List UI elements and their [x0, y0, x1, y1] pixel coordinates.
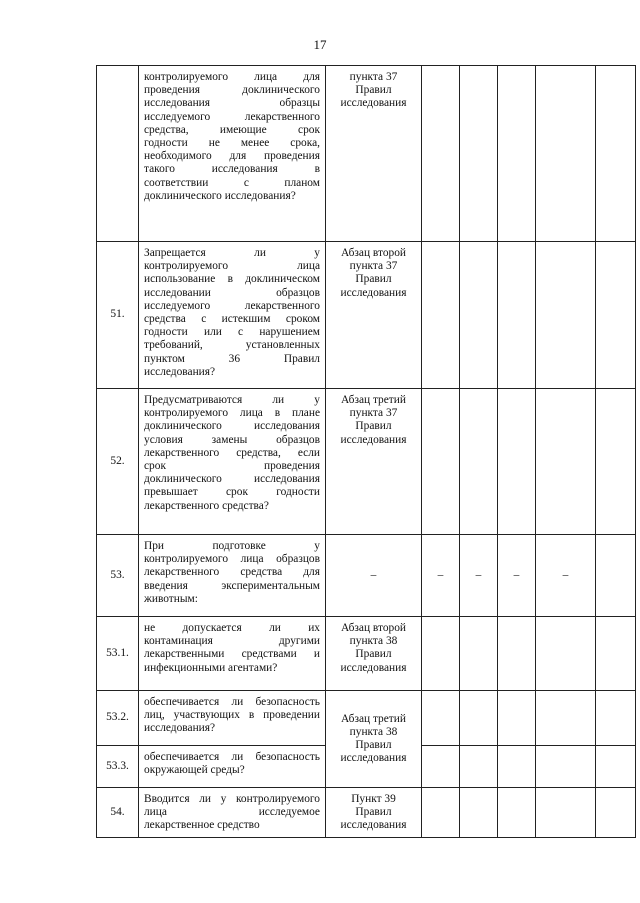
reference-line: пункта 38 — [349, 635, 398, 648]
answer-cell — [498, 66, 536, 242]
question-line: введения экспериментальным — [144, 579, 320, 592]
question-line: годности или с нарушением — [144, 326, 320, 339]
answer-cell — [536, 691, 596, 746]
question-line: контролируемого лица для — [144, 71, 320, 83]
reference-line: Правил — [355, 273, 392, 286]
question-cell — [139, 691, 326, 746]
reference-line: Правил — [355, 806, 392, 819]
question-line: лекарственными средствами и — [144, 648, 320, 661]
question-line: исследовании образцов — [144, 286, 320, 299]
reference-line: исследования — [340, 433, 407, 446]
reference-cell — [326, 389, 422, 535]
question-line: исследуемого лекарственного — [144, 299, 320, 312]
answer-cell — [422, 66, 460, 242]
question-line: не допускается ли их — [144, 622, 320, 634]
answer-cell — [596, 691, 636, 746]
reference-cell — [326, 242, 422, 389]
question-line: обеспечивается ли безопасность — [144, 751, 320, 763]
question-line: При подготовке у — [144, 540, 320, 552]
reference-cell — [326, 617, 422, 691]
reference-line: Абзац третий — [341, 712, 406, 725]
question-line: доклинического исследования — [144, 420, 320, 433]
answer-cell — [596, 66, 636, 242]
question-line: годности не менее срока, — [144, 136, 320, 149]
answer-cell — [460, 66, 498, 242]
reference-line: Правил — [355, 739, 392, 751]
table-row — [97, 66, 636, 242]
question-line: доклинического исследования? — [144, 189, 296, 202]
answer-cell — [460, 617, 498, 691]
answer-cell — [536, 617, 596, 691]
table-row — [97, 788, 636, 838]
answer-cell — [536, 66, 596, 242]
table-row — [97, 535, 636, 617]
reference-line: пункта 37 — [349, 71, 398, 83]
answer-cell — [460, 242, 498, 389]
row-number: 52. — [97, 389, 139, 535]
answer-cell — [498, 389, 536, 535]
answer-cell: – — [422, 535, 460, 617]
question-line: соответствии с планом — [144, 176, 320, 189]
answer-cell: – — [536, 535, 596, 617]
question-cell — [139, 617, 326, 691]
question-line: необходимого для проведения — [144, 150, 320, 163]
question-line: инфекционными агентами? — [144, 661, 278, 674]
question-line: средства с истекшим сроком — [144, 312, 320, 325]
answer-cell — [596, 389, 636, 535]
question-line: срок проведения — [144, 459, 320, 472]
question-line: обеспечивается ли безопасность — [144, 696, 320, 708]
table-row — [97, 389, 636, 535]
reference-line: Абзац третий — [341, 394, 406, 406]
answer-cell — [422, 242, 460, 389]
question-line: лекарственного средства? — [144, 499, 269, 512]
question-line: требований, установленных — [144, 339, 320, 352]
question-line: контролируемого лица образцов — [144, 553, 320, 566]
question-line: лица исследуемое — [144, 806, 320, 819]
reference-line: пункта 37 — [349, 260, 398, 273]
reference-cell — [326, 691, 422, 788]
answer-cell — [460, 746, 498, 788]
answer-cell — [498, 788, 536, 838]
answer-cell — [536, 788, 596, 838]
reference-line: Абзац второй — [340, 247, 407, 259]
row-number: 54. — [97, 788, 139, 838]
answer-cell — [498, 242, 536, 389]
answer-cell — [536, 746, 596, 788]
answer-cell — [596, 746, 636, 788]
question-cell — [139, 535, 326, 617]
question-line: контаминация другими — [144, 635, 320, 648]
answer-cell — [498, 691, 536, 746]
question-line: животным: — [144, 592, 198, 605]
question-line: лекарственного средства для — [144, 566, 320, 579]
answer-cell — [460, 788, 498, 838]
reference-line: исследования — [340, 97, 407, 110]
answer-cell: – — [460, 535, 498, 617]
row-number: 53.1. — [97, 617, 139, 691]
row-number — [97, 66, 139, 242]
answer-cell — [536, 389, 596, 535]
question-line: исследуемого лекарственного — [144, 110, 320, 123]
answer-cell — [596, 788, 636, 838]
reference-line: Абзац второй — [340, 622, 407, 634]
question-line: доклинического исследования — [144, 473, 320, 486]
reference-line: исследования — [340, 819, 407, 832]
answer-cell — [498, 617, 536, 691]
question-line: использование в доклиническом — [144, 273, 320, 286]
checklist-table — [96, 65, 636, 838]
answer-cell: – — [498, 535, 536, 617]
question-line: лекарственного средства, если — [144, 446, 320, 459]
answer-cell — [422, 617, 460, 691]
reference-line: Правил — [355, 420, 392, 433]
row-number: 51. — [97, 242, 139, 389]
question-cell — [139, 66, 326, 242]
question-line: исследования образцы — [144, 97, 320, 110]
reference-line: пункта 37 — [349, 407, 398, 420]
question-cell — [139, 746, 326, 788]
row-number: 53.2. — [97, 691, 139, 746]
reference-cell — [326, 535, 422, 617]
reference-line: пункта 38 — [349, 725, 398, 738]
reference-line: – — [370, 568, 377, 581]
reference-line: исследования — [340, 752, 407, 765]
answer-cell — [422, 389, 460, 535]
row-number: 53.3. — [97, 746, 139, 788]
question-line: контролируемого лица в плане — [144, 407, 320, 420]
answer-cell — [596, 535, 636, 617]
answer-cell — [596, 242, 636, 389]
reference-line: исследования — [340, 661, 407, 674]
reference-line: исследования — [340, 286, 407, 299]
answer-cell — [460, 691, 498, 746]
table-row — [97, 617, 636, 691]
question-line: проведения доклинического — [144, 84, 320, 97]
answer-cell — [498, 746, 536, 788]
question-line: средства, имеющие срок — [144, 123, 320, 136]
question-cell — [139, 389, 326, 535]
question-line: Вводится ли у контролируемого — [144, 793, 320, 805]
answer-cell — [422, 691, 460, 746]
reference-line: Правил — [355, 84, 392, 97]
table-row — [97, 691, 636, 746]
question-line: лиц, участвующих в проведении — [144, 709, 320, 722]
reference-line: Пункт 39 — [351, 793, 396, 805]
question-line: условия замены образцов — [144, 433, 320, 446]
question-cell — [139, 242, 326, 389]
question-line: окружающей среды? — [144, 764, 245, 777]
question-line: превышает срок годности — [144, 486, 320, 499]
question-line: исследования? — [144, 365, 216, 378]
question-line: пунктом 36 Правил — [144, 352, 320, 365]
reference-cell — [326, 788, 422, 838]
answer-cell — [422, 788, 460, 838]
row-number: 53. — [97, 535, 139, 617]
question-line: такого исследования в — [144, 163, 320, 176]
question-line: лекарственное средство — [144, 819, 260, 832]
answer-cell — [536, 242, 596, 389]
answer-cell — [460, 389, 498, 535]
answer-cell — [422, 746, 460, 788]
question-cell — [139, 788, 326, 838]
table-row — [97, 242, 636, 389]
question-line: Предусматриваются ли у — [144, 394, 320, 406]
answer-cell — [596, 617, 636, 691]
question-line: исследования? — [144, 722, 216, 735]
page-number: 17 — [313, 37, 327, 52]
question-line: Запрещается ли у — [144, 247, 320, 259]
reference-cell — [326, 66, 422, 242]
question-line: контролируемого лица — [144, 260, 320, 273]
reference-line: Правил — [355, 648, 392, 661]
